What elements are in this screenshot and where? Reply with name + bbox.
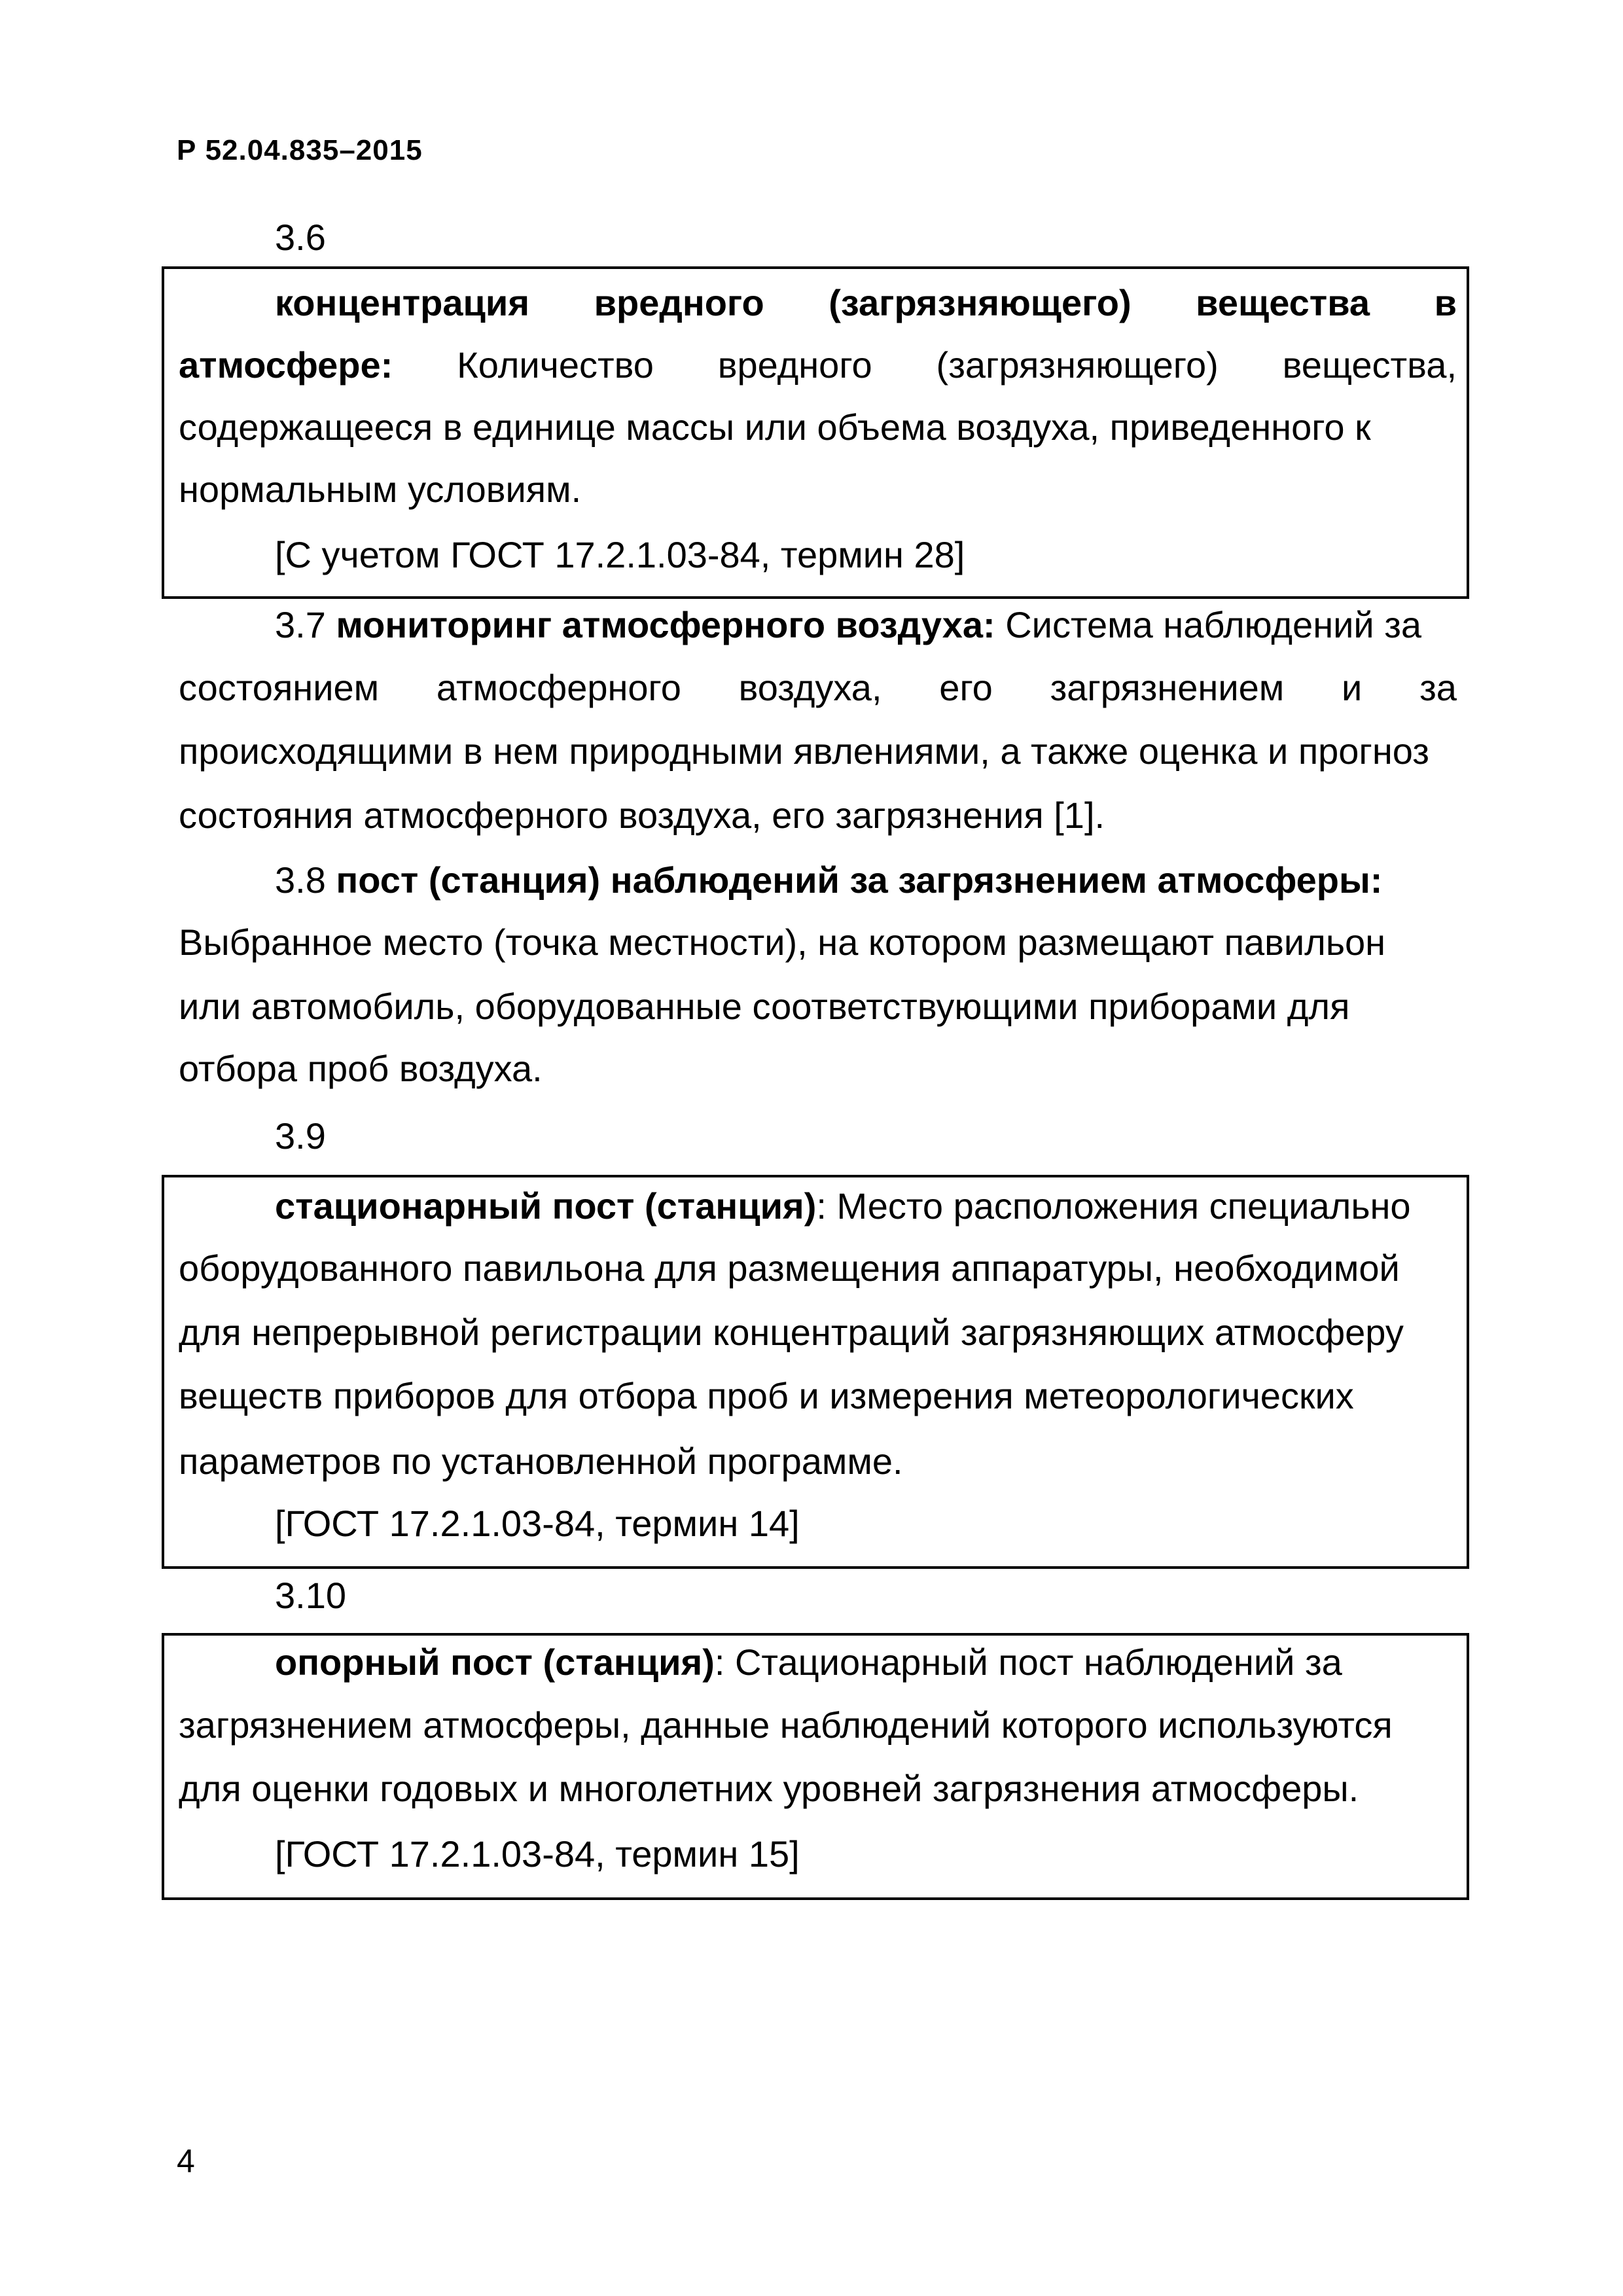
document-code: Р 52.04.835–2015 [177,134,423,166]
term-3-10-line-2: загрязнением атмосферы, данные наблюдений которого используются [179,1704,1393,1746]
term-3-9-line-3: для непрерывной регистрации концентраций загрязняющих атмосферу [179,1312,1404,1353]
term-3-6-line-4: нормальным условиям. [179,469,582,510]
term-3-8-line-3: или автомобиль, оборудованные соответствующими приборами для [179,986,1350,1027]
term-3-6-line-3: содержащееся в единице массы или объема воздуха, приведенного к [179,406,1371,448]
term-3-8-line-1: 3.8 пост (станция) наблюдений за загрязнением атмосферы: [275,859,1383,901]
term-3-8-line-2: Выбранное место (точка местности), на котором размещают павильон [179,922,1386,963]
term-3-9-line-4: веществ приборов для отбора проб и измерения метеорологических [179,1375,1354,1416]
term-3-7-line-4: состояния атмосферного воздуха, его загрязнения [1]. [179,795,1105,836]
term-3-9-line-5: параметров по установленной программе. [179,1441,903,1482]
section-number-3-9: 3.9 [275,1115,326,1157]
term-3-7-line-1: 3.7 мониторинг атмосферного воздуха: Система наблюдений за [275,604,1422,645]
term-3-6-reference: [С учетом ГОСТ 17.2.1.03-84, термин 28] [275,534,965,575]
term-3-10-reference: [ГОСТ 17.2.1.03-84, термин 15] [275,1833,800,1874]
section-number-3-10: 3.10 [275,1575,346,1616]
term-3-7-line-2: состоянием атмосферного воздуха, его загрязнением и за [179,667,1457,708]
term-3-7-line-3: происходящими в нем природными явлениями, а также оценка и прогноз [179,730,1429,772]
term-3-6-line-1: концентрация вредного (загрязняющего) вещества в [275,282,1457,323]
page-number: 4 [177,2143,195,2179]
term-3-9-reference: [ГОСТ 17.2.1.03-84, термин 14] [275,1503,800,1544]
term-3-6-line-2: атмосфере: Количество вредного (загрязняющего) вещества, [179,344,1457,386]
term-3-9-line-2: оборудованного павильона для размещения аппаратуры, необходимой [179,1247,1400,1289]
term-3-9-line-1: стационарный пост (станция): Место расположения специально [275,1185,1411,1227]
term-3-10-line-3: для оценки годовых и многолетних уровней загрязнения атмосферы. [179,1768,1359,1809]
term-3-10-line-1: опорный пост (станция): Стационарный пост наблюдений за [275,1641,1342,1683]
section-number-3-6: 3.6 [275,217,326,258]
term-3-8-line-4: отбора проб воздуха. [179,1048,543,1089]
